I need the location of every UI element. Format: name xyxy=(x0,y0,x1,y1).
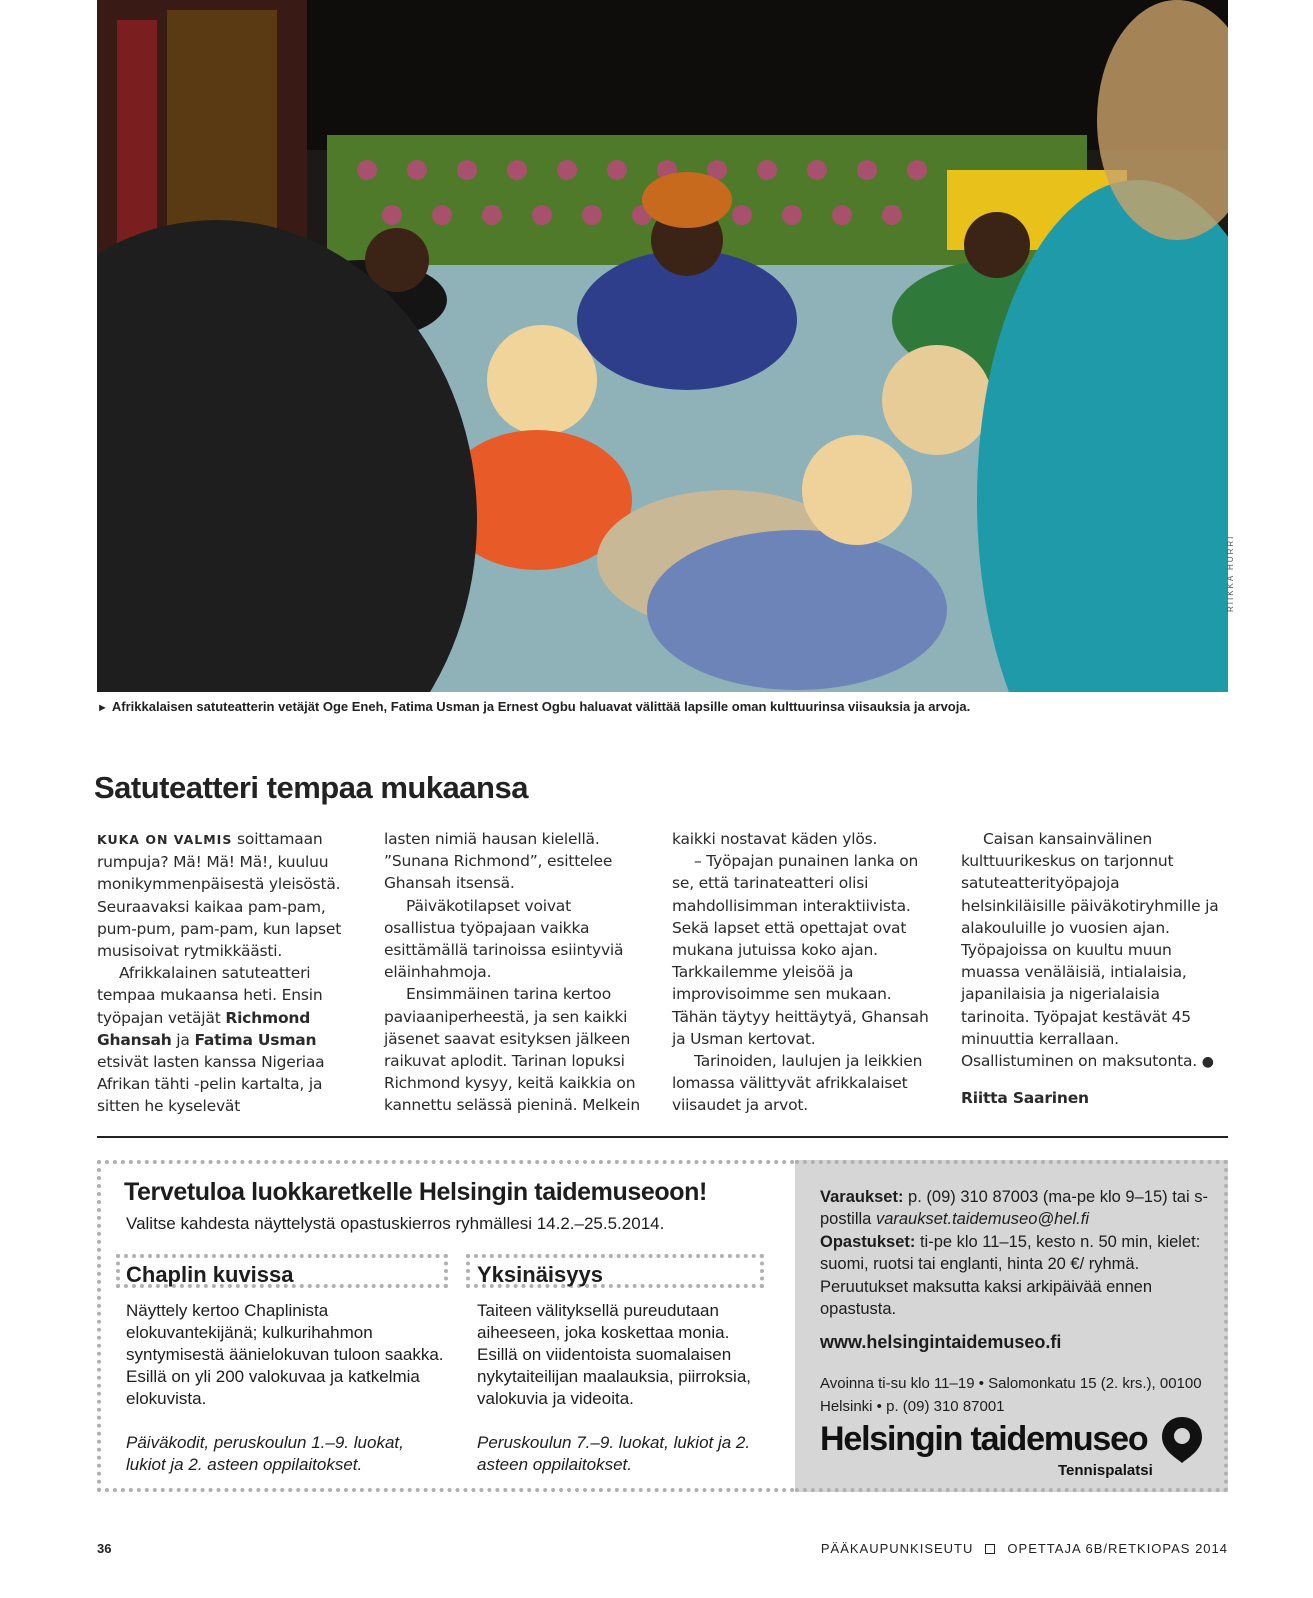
bookings-email: varaukset.taidemuseo@hel.fi xyxy=(875,1210,1089,1229)
article-author: Riitta Saarinen xyxy=(961,1089,1089,1108)
article-headline: Satuteatteri tempaa mukaansa xyxy=(94,770,528,805)
bookings-text: p. (09) 310 87003 (ma-pe klo 9–15) tai s-postilla xyxy=(820,1188,1208,1229)
exhibition-title-chaplin: Chaplin kuvissa xyxy=(126,1262,294,1287)
paragraph: – Työpajan punainen lanka on se, että tarinateatteri olisi mahdollisimman interaktiivista. Sekä lapset että opettajat ovat mukana jutuissa koko ajan. Tarkkailemme yleisöä ja improvisoimme sen mukaan. Tähän täytyy heittäytyä, Ghansah ja Usman kertovat. xyxy=(672,852,929,1048)
tours-line xyxy=(820,1231,1216,1321)
person-name: Richmond Ghansah xyxy=(97,1008,311,1049)
paragraph-text: soittamaan rumpuja? Mä! Mä! Mä!, kuuluu monikymmenpäisestä yleisöstä. Seuraavaksi kaikaa pam-pam, pum-pum, pam-pam, kun lapset musisoivat rytmikkäästi. xyxy=(97,830,342,961)
exhibition-description: Näyttely kertoo Chaplinista elokuvantekijänä; kulkurihahmon syntymisestä äänielokuvan tuloon saakka. Esillä on yli 200 valokuvaa ja katkelmia elokuvista. xyxy=(126,1301,444,1408)
article-photo xyxy=(97,0,1228,692)
caption-arrow-icon: ► xyxy=(97,702,108,714)
square-separator-icon xyxy=(985,1544,995,1554)
museum-address: Avoinna ti-su klo 11–19 • Salomonkatu 15 (2. krs.), 00100 Helsinki • p. (09) 310 87001 xyxy=(820,1375,1202,1415)
museum-logo-name: Helsingin taidemuseo xyxy=(820,1420,1148,1458)
museum-logo-sub: Tennispalatsi xyxy=(1058,1462,1153,1479)
tours-label: Opastukset: xyxy=(820,1232,916,1251)
paragraph-text: Afrikkalainen satuteatteri tempaa mukaansa heti. Ensin työpajan vetäjät xyxy=(97,964,323,1027)
article-kicker: KUKA ON VALMIS xyxy=(97,832,233,847)
storytelling-scene-illustration xyxy=(97,0,1228,692)
ad-title: Tervetuloa luokkaretkelle Helsingin taidemuseoon! xyxy=(124,1178,707,1206)
museum-website: www.helsingintaidemuseo.fi xyxy=(820,1332,1062,1352)
article-column-1 xyxy=(97,828,359,1118)
footer-section: PÄÄKAUPUNKISEUTU xyxy=(820,1541,974,1556)
location-pin-icon xyxy=(1160,1415,1204,1465)
section-divider xyxy=(97,1136,1228,1138)
paragraph-text: Caisan kansainvälinen kulttuurikeskus on tarjonnut satuteatterityöpajoja helsinkiläisille päiväkotiryhmille ja alakouluille jo vuosien ajan. Työpajoissa on kuultu muun muassa venäläisiä, intialaisia, japanilaisia ja nigerialaisia tarinoita. Työpajat kestävät 45 minuuttia kerrallaan. Osallistuminen on maksutonta. xyxy=(961,830,1219,1071)
paragraph-text: ja xyxy=(171,1030,195,1049)
person-name: Fatima Usman xyxy=(194,1030,317,1049)
exhibition-description: Taiteen välityksellä pureudutaan aiheeseen, joka koskettaa monia. Esillä on viidentoista suomalaisen nykytaiteilijan maalauksia, piirroksia, valokuvia ja videoita. xyxy=(477,1301,752,1408)
paragraph: Päiväkotilapset voivat osallistua työpajaan vaikka esittämällä tarinoissa esiintyviä eläinhahmoja. xyxy=(384,896,624,982)
paragraph: kaikki nostavat käden ylös. xyxy=(672,830,878,848)
article-column-3 xyxy=(672,828,934,1117)
paragraph xyxy=(961,828,1223,1073)
paragraph: Ensimmäinen tarina kertoo paviaaniperheestä, ja sen kaikki jäsenet saavat esityksen jälkeen raikuvat aplodit. Tarinan lopuksi Richmond kysyy, keitä kaikkia on kannettu selässä pieninä. Melkein xyxy=(384,985,640,1115)
bookings-label: Varaukset: xyxy=(820,1188,904,1206)
exhibition-audience: Peruskoulun 7.–9. luokat, lukiot ja 2. asteen oppilaitokset. xyxy=(477,1433,751,1474)
paragraph xyxy=(97,962,359,1117)
article-column-4 xyxy=(961,828,1223,1109)
paragraph: lasten nimiä hausan kielellä. ”Sunana Richmond”, esittelee Ghansah itsensä. xyxy=(384,830,613,893)
end-mark-icon: ● xyxy=(1201,1054,1214,1071)
caption-text: Afrikkalaisen satuteatterin vetäjät Oge Eneh, Fatima Usman ja Ernest Ogbu haluavat välittää lapsille oman kulttuurinsa viisauksia ja arvoja. xyxy=(111,699,971,714)
paragraph: Tarinoiden, laulujen ja leikkien lomassa välittyvät afrikkalaiset viisaudet ja arvot. xyxy=(672,1052,923,1115)
booking-info xyxy=(820,1186,1216,1320)
running-footer xyxy=(821,1541,1228,1556)
photo-caption xyxy=(97,699,1228,714)
photo-credit: RIIKKA HURRI xyxy=(1226,534,1235,612)
paragraph xyxy=(97,828,359,962)
footer-publication: OPETTAJA 6B/RETKIOPAS 2014 xyxy=(1007,1541,1228,1556)
bookings-line xyxy=(820,1186,1216,1231)
ad-subtitle: Valitse kahdesta näyttelystä opastuskierros ryhmällesi 14.2.–25.5.2014. xyxy=(126,1214,665,1233)
exhibition-title-yksinaisyys: Yksinäisyys xyxy=(477,1262,603,1287)
paragraph-text: etsivät lasten kanssa Nigeriaa Afrikan tähti -pelin kartalta, ja sitten he kyselevät xyxy=(97,1053,325,1116)
exhibition-audience: Päiväkodit, peruskoulun 1.–9. luokat, lukiot ja 2. asteen oppilaitokset. xyxy=(126,1433,404,1474)
tours-text: ti-pe klo 11–15, kesto n. 50 min, kielet: suomi, ruotsi tai englanti, hinta 20 €/ ryhmä. Peruutukset maksutta kaksi arkipäivää ennen opastusta. xyxy=(820,1232,1201,1319)
page-number: 36 xyxy=(97,1541,112,1556)
article-column-2 xyxy=(384,828,646,1117)
